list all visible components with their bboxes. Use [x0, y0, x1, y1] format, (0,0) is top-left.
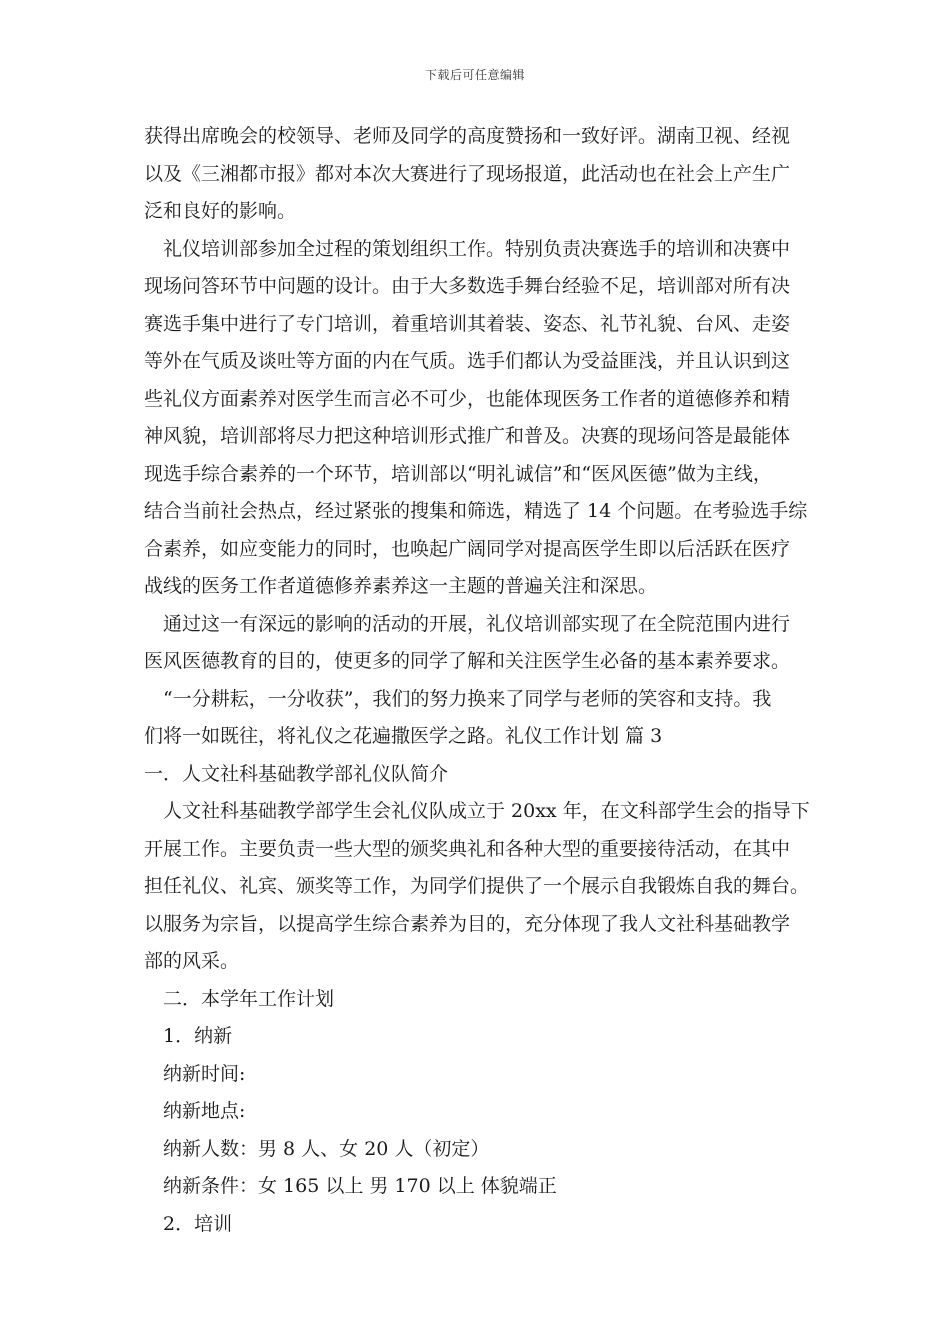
text-line: 人文社科基础教学部学生会礼仪队成立于 20xx 年，在文科部学生会的指导下: [144, 800, 810, 822]
text-line: 们将一如既往，将礼仪之花遍撒医学之路。礼仪工作计划 篇 3: [144, 725, 663, 747]
text-line: 纳新条件：女 165 以上 男 170 以上 体貌端正: [144, 1175, 557, 1197]
text-line: 战线的医务工作者道德修养素养这一主题的普遍关注和深思。: [144, 575, 658, 597]
text-line: 现选手综合素养的一个环节，培训部以“明礼诚信”和“医风医德”做为主线，: [144, 462, 772, 485]
text-line: 纳新地点:: [144, 1100, 246, 1122]
text-line: 些礼仪方面素养对医学生而言必不可少，也能体现医务工作者的道德修养和精: [144, 387, 791, 410]
page-header-note: 下载后可任意编辑: [424, 68, 525, 82]
text-line: 现场问答环节中问题的设计。由于大多数选手舞台经验不足，培训部对所有决: [144, 275, 791, 297]
text-line: 纳新人数：男 8 人、女 20 人（初定）: [144, 1137, 490, 1160]
text-line: 开展工作。主要负责一些大型的颁奖典礼和各种大型的重要接待活动，在其中: [144, 837, 791, 860]
text-line: 等外在气质及谈吐等方面的内在气质。选手们都认为受益匪浅，并且认识到这: [144, 350, 791, 372]
text-line: 纳新时间:: [144, 1062, 246, 1085]
text-line: 通过这一有深远的影响的活动的开展，礼仪培训部实现了在全院范围内进行: [144, 612, 791, 635]
subsection-heading: 2．培训: [144, 1212, 233, 1235]
text-line: “一分耕耘，一分收获”，我们的努力换来了同学与老师的笑容和支持。我: [144, 687, 772, 710]
text-line: 获得出席晚会的校领导、老师及同学的高度赞扬和一致好评。湖南卫视、经视: [144, 125, 791, 147]
text-line: 礼仪培训部参加全过程的策划组织工作。特别负责决赛选手的培训和决赛中: [144, 237, 791, 260]
text-line: 以及《三湘都市报》都对本次大赛进行了现场报道，此活动也在社会上产生广: [144, 162, 791, 185]
text-line: 部的风采。: [144, 950, 240, 972]
text-line: 合素养，如应变能力的同时，也唤起广阔同学对提高医学生即以后活跃在医疗: [144, 537, 791, 560]
text-line: 医风医德教育的目的，使更多的同学了解和关注医学生必备的基本素养要求。: [144, 650, 791, 672]
section-heading: 一．人文社科基础教学部礼仪队简介: [144, 762, 449, 785]
text-line: 结合当前社会热点，经过紧张的搜集和筛选，精选了 14 个问题。在考验选手综: [144, 500, 808, 522]
text-line: 泛和良好的影响。: [144, 200, 297, 222]
document-body: [144, 118, 834, 1243]
text-line: 神风貌，培训部将尽力把这种培训形式推广和普及。决赛的现场问答是最能体: [144, 425, 791, 447]
section-heading: 二．本学年工作计划: [144, 987, 335, 1010]
subsection-heading: 1．纳新: [144, 1025, 233, 1047]
text-line: 以服务为宗旨，以提高学生综合素养为目的，充分体现了我人文社科基础教学: [144, 912, 791, 935]
text-line: 担任礼仪、礼宾、颁奖等工作，为同学们提供了一个展示自我锻炼自我的舞台。: [144, 875, 810, 897]
text-line: 赛选手集中进行了专门培训，着重培训其着装、姿态、礼节礼貌、台风、走姿: [144, 312, 791, 335]
